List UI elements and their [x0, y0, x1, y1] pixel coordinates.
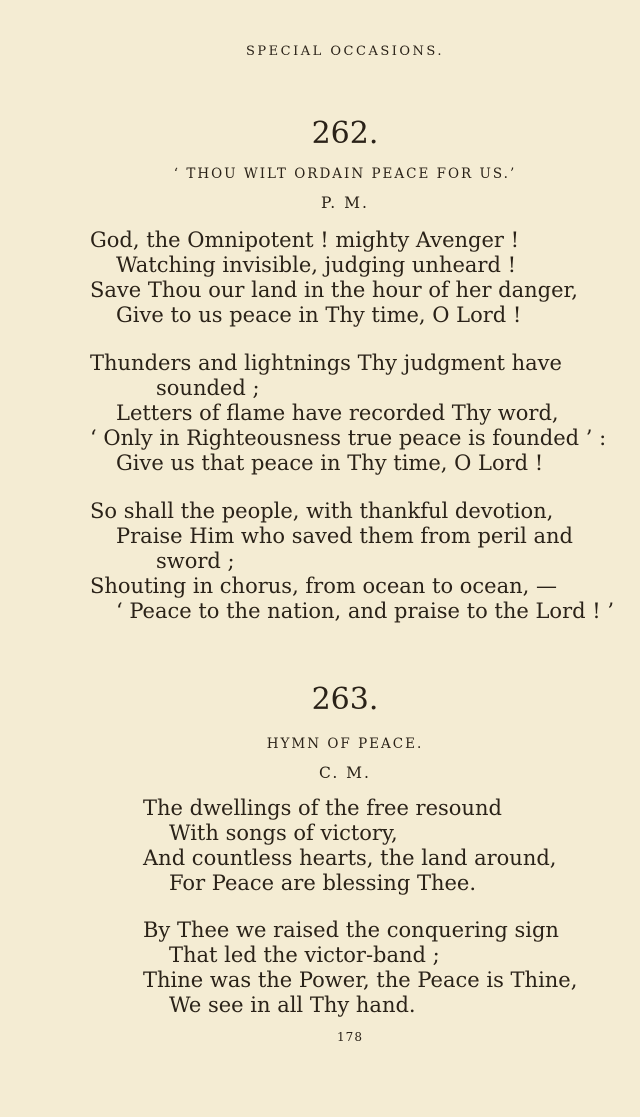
- verse-line: By Thee we raised the conquering sign: [143, 918, 559, 942]
- hymn-number: 262.: [311, 116, 379, 151]
- verse-line: Save Thou our land in the hour of her danger,: [90, 278, 578, 302]
- verse-line: Shouting in chorus, from ocean to ocean, —: [90, 574, 557, 598]
- verse-line: sounded ;: [156, 376, 260, 400]
- verse-line: Thunders and lightnings Thy judgment have: [90, 351, 562, 375]
- page-number: 178: [337, 1030, 363, 1044]
- verse-line: And countless hearts, the land around,: [143, 846, 557, 870]
- running-head: SPECIAL OCCASIONS.: [246, 44, 444, 59]
- stanza: [90, 351, 606, 476]
- verse-line: Watching invisible, judging unheard !: [116, 253, 517, 277]
- hymn-title: ‘ THOU WILT ORDAIN PEACE FOR US.’: [173, 166, 517, 182]
- verse-line: Thine was the Power, the Peace is Thine,: [143, 968, 578, 992]
- verse-line: Letters of flame have recorded Thy word,: [116, 401, 559, 425]
- verse-line: The dwellings of the free resound: [143, 796, 502, 820]
- hymn-title: HYMN OF PEACE.: [266, 736, 424, 752]
- verse-line: ‘ Only in Righteousness true peace is founded ’ :: [90, 426, 607, 450]
- verse-line: Praise Him who saved them from peril and: [116, 524, 573, 548]
- verse-line: Give to us peace in Thy time, O Lord !: [116, 303, 522, 327]
- stanza: [143, 918, 577, 1018]
- verse-line: So shall the people, with thankful devotion,: [90, 499, 554, 523]
- hymn-meter: P. M.: [321, 194, 369, 212]
- stanza: [143, 796, 556, 896]
- hymn-meter: C. M.: [319, 764, 371, 782]
- verse-line: We see in all Thy hand.: [169, 993, 416, 1017]
- verse-line: Give us that peace in Thy time, O Lord !: [116, 451, 544, 475]
- verse-line: ‘ Peace to the nation, and praise to the Lord ! ’: [116, 599, 615, 623]
- verse-line: With songs of victory,: [169, 821, 398, 845]
- verse-line: God, the Omnipotent ! mighty Avenger !: [90, 228, 520, 252]
- verse-line: sword ;: [156, 549, 235, 573]
- hymn-number: 263.: [311, 682, 379, 717]
- verse-line: That led the victor-band ;: [169, 943, 440, 967]
- stanza: [90, 499, 614, 624]
- verse-line: For Peace are blessing Thee.: [169, 871, 477, 895]
- stanza: [90, 228, 578, 328]
